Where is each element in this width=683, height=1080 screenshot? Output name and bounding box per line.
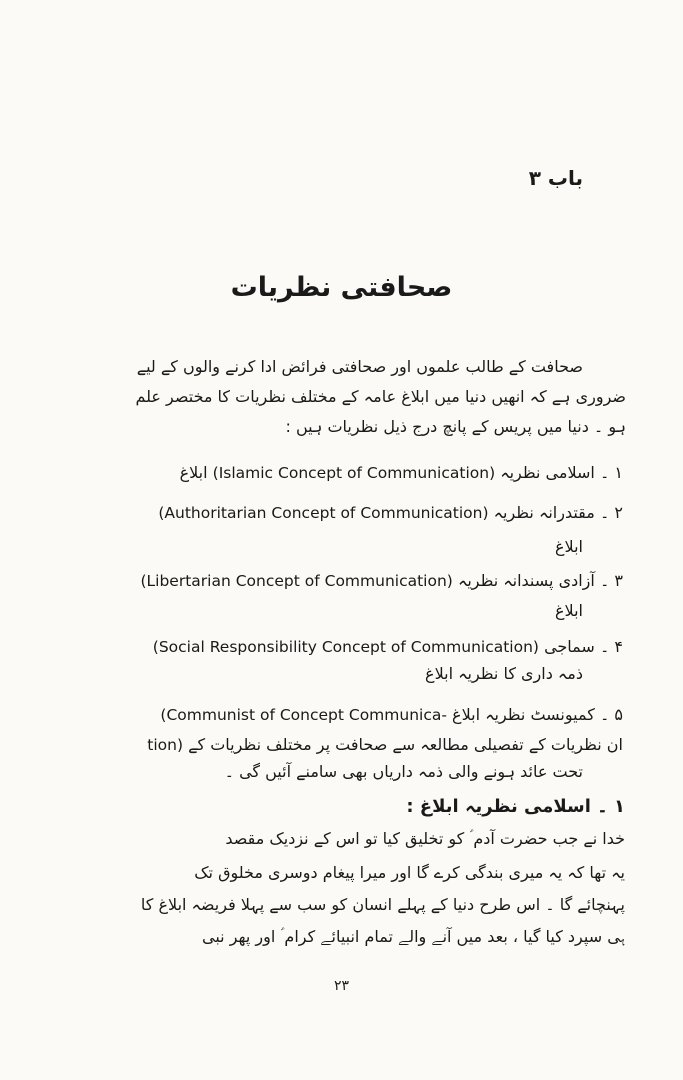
item-urdu: اسلامی نظریہ bbox=[500, 463, 595, 482]
item-english: (Communist of Concept Communica- bbox=[160, 706, 447, 724]
item-english: (Libertarian Concept of Communication) bbox=[140, 572, 453, 590]
item-continuation: ابلاغ bbox=[555, 537, 583, 556]
item-continuation: ابلاغ bbox=[555, 601, 583, 620]
item-urdu: مقتدرانہ نظریہ bbox=[493, 503, 595, 522]
item-urdu-after: ابلاغ bbox=[179, 463, 208, 482]
item-number: ۵ ۔ bbox=[599, 705, 623, 724]
list-item-1 bbox=[180, 460, 623, 486]
chapter-label: باب ۳ bbox=[528, 166, 583, 190]
item-english: (Authoritarian Concept of Communication) bbox=[158, 504, 489, 522]
section-heading: ۱ ۔ اسلامی نظریہ ابلاغ : bbox=[406, 796, 625, 817]
page-number: ۲۳ bbox=[333, 978, 350, 994]
section-line: پہنچائے گا ۔ اس طرح دنیا کے پہلے انسان کو سب سے پہلا فریضہ ابلاغ کا bbox=[140, 895, 625, 914]
item-number: ۱ ۔ bbox=[599, 463, 623, 482]
item-5-line-2 bbox=[147, 732, 623, 758]
item-number: ۲ ۔ bbox=[599, 503, 623, 522]
item-continuation: ذمہ داری کا نظریہ ابلاغ bbox=[425, 664, 583, 683]
list-item-3 bbox=[140, 568, 623, 594]
item-english: (Social Responsibility Concept of Communication) bbox=[152, 638, 539, 656]
item-urdu: کمیونسٹ نظریہ ابلاغ bbox=[452, 705, 595, 724]
page-title: صحافتی نظریات bbox=[230, 272, 453, 303]
item-urdu: سماجی bbox=[544, 637, 595, 656]
intro-line: ہو ۔ دنیا میں پریس کے پانچ درج ذیل نظریات ہیں : bbox=[285, 417, 626, 436]
item-5-english-cont: tion) bbox=[147, 736, 184, 754]
section-line: خدا نے جب حضرت آدم ؑ کو تخلیق کیا تو اس کے نزدیک مقصد bbox=[225, 829, 625, 848]
intro-line: ضروری ہے کہ انھیں دنیا میں ابلاغ عامہ کے مختلف نظریات کا مختصر علم bbox=[135, 387, 626, 406]
intro-line: صحافت کے طالب علموں اور صحافتی فرائض ادا کرنے والوں کے لیے bbox=[136, 357, 583, 376]
item-number: ۳ ۔ bbox=[599, 571, 623, 590]
item-urdu: آزادی پسندانہ نظریہ bbox=[457, 571, 595, 590]
list-item-2 bbox=[158, 500, 623, 526]
list-item-5 bbox=[160, 702, 623, 728]
item-english: (Islamic Concept of Communication) bbox=[212, 464, 496, 482]
item-5-urdu-cont: ان نظریات کے تفصیلی مطالعہ سے صحافت پر مختلف نظریات کے bbox=[188, 735, 623, 754]
section-line: یہ تھا کہ یہ میری بندگی کرے گا اور میرا پیغام دوسری مخلوق تک bbox=[194, 863, 625, 882]
section-line: ہی سپرد کیا گیا ، بعد میں آنے والے تمام انبیائے کرام ؑ اور پھر نبی bbox=[201, 927, 625, 946]
item-5-line-3: تحت عائد ہونے والی ذمہ داریاں بھی سامنے آئیں گی ۔ bbox=[224, 762, 583, 781]
list-item-4 bbox=[153, 634, 623, 660]
item-number: ۴ ۔ bbox=[599, 637, 623, 656]
